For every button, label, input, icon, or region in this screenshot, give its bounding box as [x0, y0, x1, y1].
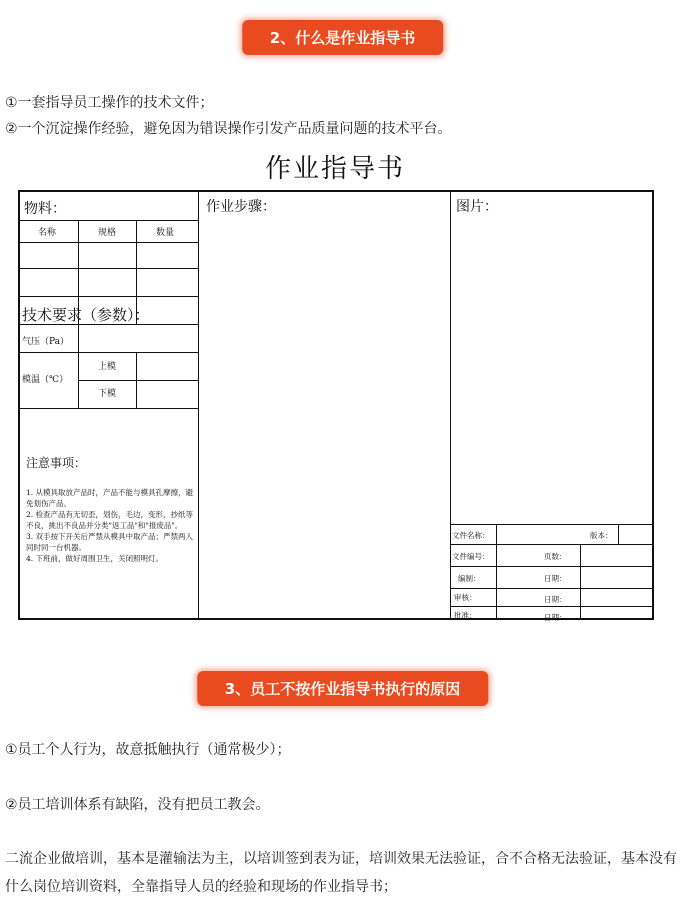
col-qty: 数量 — [156, 228, 175, 238]
col-spec: 规格 — [98, 228, 117, 238]
upper-mold-label: 上模 — [98, 362, 117, 372]
approved-label: 批准： — [454, 611, 477, 620]
doc-info-grid — [450, 524, 652, 622]
note-item: 4. 下班前，做好周围卫生，关闭照明灯。 — [26, 554, 164, 563]
reason-line-2: ②员工培训体系有缺陷，没有把员工教会。 — [5, 797, 270, 813]
picture-label: 图片： — [456, 199, 498, 215]
col-name: 名称 — [38, 228, 57, 238]
date-label-3: 日期： — [544, 613, 567, 622]
section-banner-2: 2、什么是作业指导书 — [242, 20, 443, 55]
form-picture-column — [450, 192, 652, 622]
tech-req-label: 技术要求（参数）： — [22, 306, 150, 324]
pages-label: 页数： — [544, 552, 567, 561]
notes-list — [26, 487, 194, 564]
pressure-label: 气压（Pa） — [22, 337, 70, 347]
form-title: 作业指导书 — [264, 154, 405, 184]
note-item: 1. 从模具取放产品时，产品不能与模具孔摩擦，避免划伤产品。 — [26, 488, 194, 508]
lower-mold-label: 下模 — [98, 389, 117, 399]
definition-line-1: ①一套指导员工操作的技术文件； — [5, 95, 214, 111]
definition-line-2: ②一个沉淀操作经验，避免因为错误操作引发产品质量问题的技术平台。 — [5, 121, 452, 137]
notes-title: 注意事项： — [26, 456, 87, 470]
date-label-2: 日期： — [544, 595, 567, 604]
version-label: 版本： — [590, 531, 613, 540]
date-label-1: 日期： — [544, 574, 567, 583]
work-instruction-form-image — [14, 148, 656, 624]
steps-label: 作业步骤： — [206, 199, 276, 215]
training-paragraph: 二流企业做培训，基本是灌输法为主，以培训签到表为证，培训效果无法验证，合不合格无法验证，基本没有什么岗位培训资料，全靠指导人员的经验和现场的作业指导书； — [5, 851, 677, 895]
reason-line-1: ①员工个人行为，故意抵触执行（通常极少）； — [5, 742, 291, 758]
note-item: 2. 检查产品有无切歪，划伤，毛边，变形，抄纸等不良，挑出不良品并分类"返工品"和"报废品"。 — [26, 510, 194, 530]
file-no-label: 文件编号： — [452, 552, 490, 561]
note-item: 3. 双手按下开关后严禁从模具中取产品；严禁两人同时同一台机器。 — [26, 532, 194, 552]
reviewed-label: 审核： — [454, 593, 477, 602]
form-left-column — [20, 192, 199, 618]
mold-temp-label: 模温（℃） — [22, 375, 69, 385]
form-steps-column — [198, 192, 451, 618]
materials-label: 物料： — [24, 201, 66, 217]
form-table — [18, 190, 654, 620]
file-name-label: 文件名称： — [452, 531, 490, 540]
prepared-label: 编制： — [458, 574, 481, 583]
section-banner-3: 3、员工不按作业指导书执行的原因 — [197, 671, 488, 706]
